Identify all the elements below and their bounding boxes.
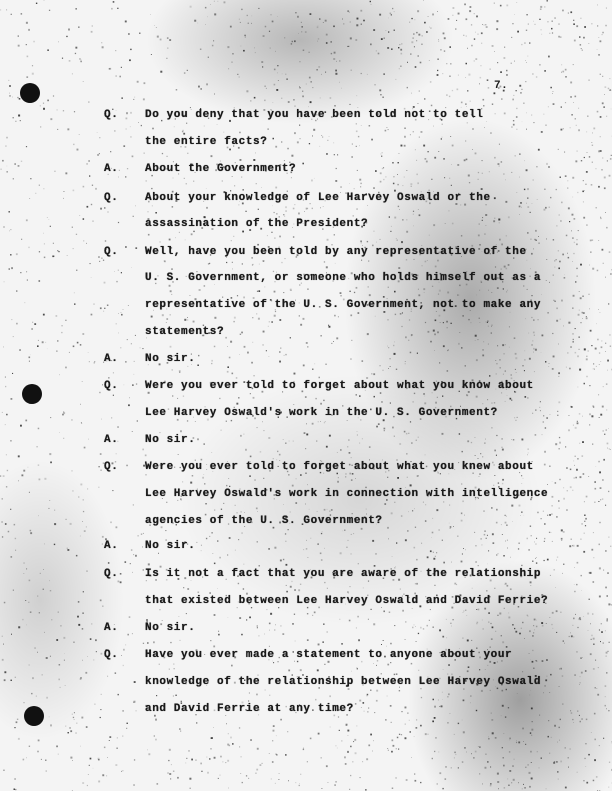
entry-line: and David Ferrie at any time?	[145, 703, 354, 715]
entry-label: Q.	[104, 568, 119, 580]
entry-label: Q.	[104, 109, 119, 121]
entry-line: that existed between Lee Harvey Oswald and David Ferrie?	[145, 595, 549, 607]
entry-label: A.	[104, 540, 119, 552]
punch-hole-bottom	[24, 706, 44, 726]
page-number: 7.	[494, 80, 509, 92]
entry-line: statements?	[145, 326, 225, 338]
entry-line: representative of the U. S. Government, not to make any	[145, 299, 542, 311]
entry-label: A.	[104, 622, 119, 634]
entry-label: Q.	[104, 461, 119, 473]
entry-label: Q.	[104, 246, 119, 258]
punch-hole-middle	[22, 384, 42, 404]
entry-line: About the Government?	[145, 163, 297, 175]
entry-label: Q.	[104, 649, 119, 661]
entry-line: No sir.	[145, 434, 196, 446]
entry-label: Q.	[104, 192, 119, 204]
entry-label: A.	[104, 434, 119, 446]
entry-label: A.	[104, 163, 119, 175]
entry-line: the entire facts?	[145, 136, 268, 148]
entry-line: Well, have you been told by any representative of the	[145, 246, 527, 258]
entry-line: No sir.	[145, 622, 196, 634]
entry-line: No sir.	[145, 540, 196, 552]
entry-line: Lee Harvey Oswald's work in the U. S. Government?	[145, 407, 498, 419]
entry-line: U. S. Government, or someone who holds himself out as a	[145, 272, 542, 284]
entry-line: Do you deny that you have been told not to tell	[145, 109, 484, 121]
entry-line: agencies of the U. S. Government?	[145, 515, 383, 527]
entry-line: Were you ever told to forget about what you know about	[145, 380, 534, 392]
entry-line: Have you ever made a statement to anyone about your	[145, 649, 513, 661]
punch-hole-top	[20, 83, 40, 103]
entry-line: Lee Harvey Oswald's work in connection with intelligence	[145, 488, 549, 500]
entry-label: A.	[104, 353, 119, 365]
entry-line: No sir.	[145, 353, 196, 365]
entry-label: Q.	[104, 380, 119, 392]
entry-line: About your knowledge of Lee Harvey Oswald or the	[145, 192, 491, 204]
entry-line: assassination of the President?	[145, 218, 369, 230]
entry-line: Is it not a fact that you are aware of the relationship	[145, 568, 542, 580]
entry-line: Were you ever told to forget about what you knew about	[145, 461, 534, 473]
entry-line: knowledge of the relationship between Lee Harvey Oswald	[145, 676, 542, 688]
